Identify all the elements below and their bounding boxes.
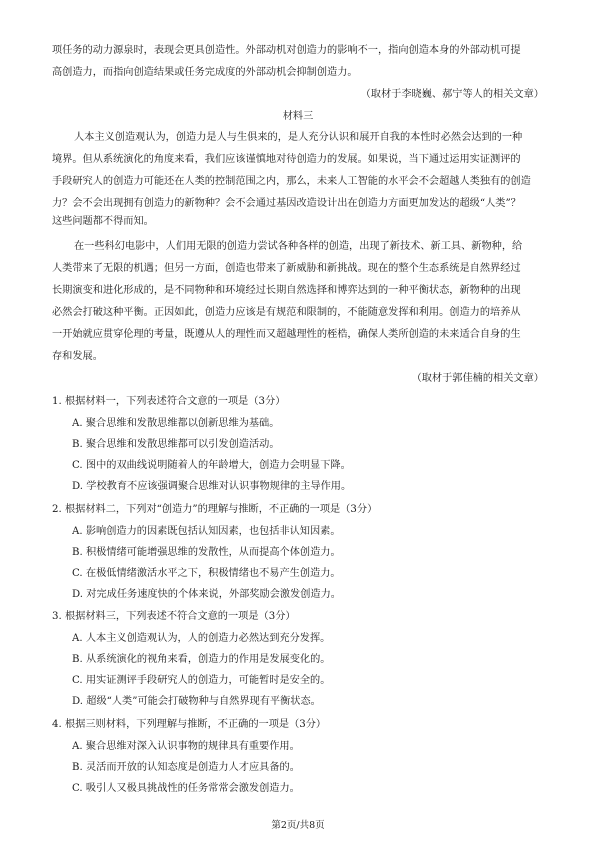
- question-option: B. 灵活而开放的认知态度是创造力人才应具备的。: [72, 762, 300, 773]
- question-option: D. 学校教育不应该强调聚合思维对认识事物规律的主导作用。: [72, 481, 352, 492]
- material2-line: 项任务的动力源泉时，表现会更具创造性。外部动机对创造力的影响不一，指向创造本身的外部动机可提: [52, 45, 521, 56]
- question-option: C. 在极低情绪激活水平之下，积极情绪也不易产生创造力。: [72, 568, 341, 579]
- material3-p1-line: 手段研究人的创造力可能还在人类的控制范围之内，那么，未来人工智能的水平会不会超越人类独有的创造: [52, 176, 531, 187]
- question-option: C. 吸引人又极具挑战性的任务常常会激发创造力。: [72, 783, 300, 794]
- material3-p2-line: 必然会打破这种平衡。正因如此，创造力应该是有规范和限制的，不能随意发挥和利用。创造力的培养从: [52, 307, 521, 318]
- material3-p1-line: 人本主义创造观认为，创造力是人与生俱来的，是人充分认识和展开自我的本性时必然会达到的一种: [74, 132, 523, 143]
- question-option: A. 聚合思维和发散思维都以创新思维为基础。: [72, 418, 280, 429]
- material3-p2-line: 在一些科幻电影中，人们用无限的创造力尝试各种各样的创造，出现了新技术、新工具、新物种，给: [74, 241, 523, 252]
- question-option: A. 影响创造力的因素既包括认知因素，也包括非认知因素。: [72, 526, 341, 537]
- material3-p2-line: 一开始就应贯穿伦理的考量，既遵从人的理性而又超越理性的桎梏，确保人类所创造的未来适合自身的生: [52, 329, 521, 340]
- question-stem: 2. 根据材料二，下列对“创造力”的理解与推断，不正确的一项是（3分）: [52, 504, 378, 515]
- material2-source: （取材于李晓巍、郝宁等人的相关文章）: [360, 89, 544, 100]
- material3-p1-line: 境界。但从系统演化的角度来看，我们应该谨慎地对待创造力的发展。如果说，当下通过运用实证测评的: [52, 154, 521, 165]
- question-stem: 3. 根据材料三，下列表述不符合文意的一项是（3分）: [52, 611, 296, 622]
- question-option: B. 从系统演化的视角来看，创造力的作用是发展变化的。: [72, 654, 331, 665]
- material3-p2-line: 长期演变和进化形成的，是不同物种和环境经过长期自然选择和博弈达到的一种平衡状态，新物种的出现: [52, 285, 521, 296]
- material3-p1-line: 力？会不会出现拥有创造力的新物种？会不会通过基因改造设计出在创造力方面更加发达的超级“人类”？: [52, 198, 521, 209]
- question-option: D. 超级“人类”可能会打破物种与自然界现有平衡状态。: [72, 696, 321, 707]
- material3-heading: 材料三: [282, 111, 314, 122]
- question-option: B. 聚合思维和发散思维都可以引发创造活动。: [72, 439, 280, 450]
- material3-p2-line: 存和发展。: [52, 351, 103, 362]
- question-option: C. 用实证测评手段研究人的创造力，可能暂时是安全的。: [72, 675, 331, 686]
- material3-p1-line: 这些问题都不得而知。: [52, 216, 154, 227]
- question-option: A. 人本主义创造观认为，人的创造力必然达到充分发挥。: [72, 633, 331, 644]
- question-option: D. 对完成任务速度快的个体来说，外部奖励会激发创造力。: [72, 589, 341, 600]
- question-option: C. 图中的双曲线说明随着人的年龄增大，创造力会明显下降。: [72, 460, 351, 471]
- material2-line: 高创造力，而指向创造结果或任务完成度的外部动机会抑制创造力。: [52, 67, 358, 78]
- question-option: A. 聚合思维对深入认识事物的规律具有重要作用。: [72, 741, 300, 752]
- question-stem: 1. 根据材料一，下列表述符合文意的一项是（3分）: [52, 396, 286, 407]
- question-stem: 4. 根据三则材料，下列理解与推断，不正确的一项是（3分）: [52, 719, 327, 730]
- material3-source: （取材于郭佳楠的相关文章）: [411, 373, 544, 384]
- question-option: B. 积极情绪可能增强思维的发散性，从而提高个体创造力。: [72, 547, 341, 558]
- material3-p2-line: 人类带来了无限的机遇；但另一方面，创造也带来了新威胁和新挑战。现在的整个生态系统是自然界经过: [52, 263, 521, 274]
- page-number: 第2页/共8页: [271, 820, 325, 831]
